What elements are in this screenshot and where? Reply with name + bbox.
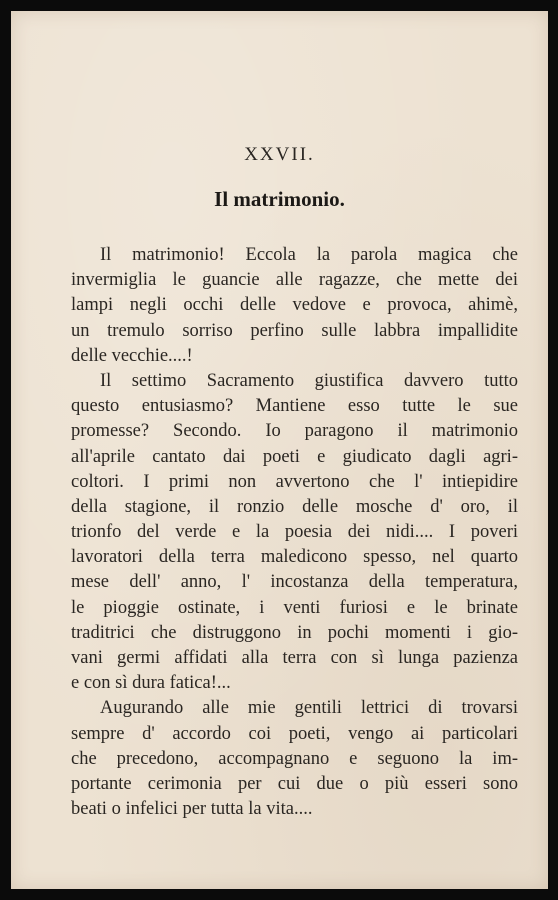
text-line: mese dell' anno, l' incostanza della temperatura,: [71, 572, 518, 593]
text-line: coltori. I primi non avvertono che l' intiepidire: [71, 471, 518, 492]
text-line: questo entusiasmo? Mantiene esso tutte le sue: [71, 396, 518, 417]
text-line: beati o infelici per tutta la vita....: [71, 799, 313, 820]
text-line: trionfo del verde e la poesia dei nidi.... I poveri: [71, 522, 518, 543]
book-page: [11, 11, 548, 889]
text-line: le pioggie ostinate, i venti furiosi e le brinate: [71, 597, 518, 618]
text-line: Il settimo Sacramento giustifica davvero tutto: [100, 370, 518, 391]
text-line: vani germi affidati alla terra con sì lunga pazienza: [71, 648, 518, 668]
chapter-title: Il matrimonio.: [214, 187, 345, 211]
text-line: Il matrimonio! Eccola la parola magica che: [100, 245, 518, 265]
text-line: lavoratori della terra maledicono spesso, nel quarto: [71, 547, 518, 568]
text-line: invermiglia le guancie alle ragazze, che mette dei: [71, 270, 518, 291]
text-line: un tremulo sorriso perfino sulle labbra impallidite: [71, 320, 518, 341]
text-line: che precedono, accompagnano e seguono la im-: [71, 748, 518, 769]
text-line: delle vecchie....!: [71, 345, 193, 366]
text-line: e con sì dura fatica!...: [71, 673, 231, 694]
chapter-body: [71, 243, 518, 822]
text-line: Augurando alle mie gentili lettrici di trovarsi: [100, 698, 518, 719]
text-line: sempre d' accordo coi poeti, vengo ai particolari: [71, 723, 518, 744]
text-line: lampi negli occhi delle vedove e provoca, ahimè,: [71, 295, 518, 316]
text-line: traditrici che distruggono in pochi momenti i gio-: [71, 622, 518, 643]
text-line: all'aprile cantato dai poeti e giudicato dagli agri-: [71, 446, 518, 467]
text-line: promesse? Secondo. Io paragono il matrimonio: [71, 421, 518, 442]
chapter-number: XXVII.: [244, 144, 315, 165]
text-line: della stagione, il ronzio delle mosche d' oro, il: [71, 496, 518, 517]
text-line: portante cerimonia per cui due o più esseri sono: [71, 773, 518, 794]
